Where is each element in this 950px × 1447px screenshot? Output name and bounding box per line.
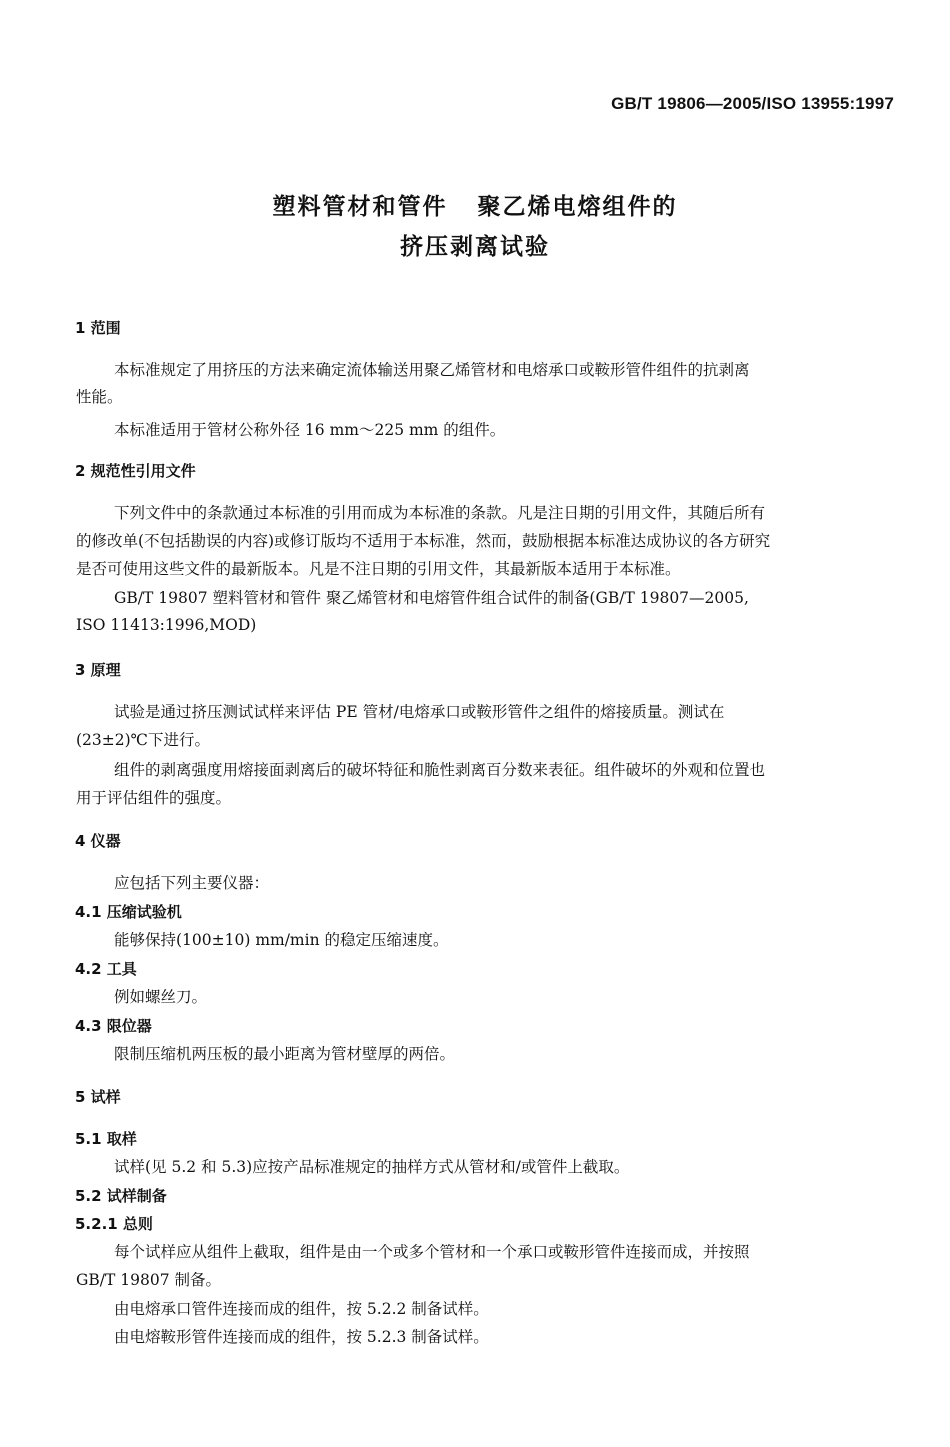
section-4-2-text: 例如螺丝刀。	[114, 988, 208, 1006]
section-2-para-1-line-3: 是否可使用这些文件的最新版本。凡是不注日期的引用文件，其最新版本适用于本标准。	[76, 560, 681, 578]
section-5-2-1-para-3: 由电熔鞍形管件连接而成的组件，按 5.2.3 制备试样。	[114, 1328, 489, 1346]
section-4-intro: 应包括下列主要仪器：	[114, 874, 270, 892]
section-5-1-text: 试样(见 5.2 和 5.3)应按产品标准规定的抽样方式从管材和/或管件上截取。	[114, 1158, 630, 1176]
section-2-heading: 2 规范性引用文件	[75, 462, 196, 480]
section-2-para-1-line-2: 的修改单(不包括勘误的内容)或修订版均不适用于本标准，然而，鼓励根据本标准达成协议的各方研究	[76, 532, 771, 550]
standard-code: GB/T 19806—2005/ISO 13955:1997	[611, 94, 894, 113]
document-title-line-1: 塑料管材和管件 聚乙烯电熔组件的	[272, 194, 678, 220]
section-2-para-1-line-1: 下列文件中的条款通过本标准的引用而成为本标准的条款。凡是注日期的引用文件，其随后所有	[114, 504, 766, 522]
section-5-2-1-para-1-line-1: 每个试样应从组件上截取，组件是由一个或多个管材和一个承口或鞍形管件连接而成，并按照	[114, 1243, 750, 1261]
section-5-2-1-para-2: 由电熔承口管件连接而成的组件，按 5.2.2 制备试样。	[114, 1300, 489, 1318]
section-5-2-1-para-1-line-2: GB/T 19807 制备。	[76, 1271, 221, 1289]
section-4-2-heading: 4.2 工具	[75, 960, 137, 978]
section-1-heading: 1 范围	[75, 319, 121, 337]
section-4-3-heading: 4.3 限位器	[75, 1017, 152, 1035]
section-5-2-heading: 5.2 试样制备	[75, 1187, 167, 1205]
section-4-heading: 4 仪器	[75, 832, 121, 850]
section-4-1-text: 能够保持(100±10) mm/min 的稳定压缩速度。	[114, 931, 449, 949]
section-1-para-2: 本标准适用于管材公称外径 16 mm～225 mm 的组件。	[114, 421, 506, 439]
section-2-reference-line-2: ISO 11413:1996,MOD)	[76, 616, 257, 634]
section-2-reference-line-1: GB/T 19807 塑料管材和管件 聚乙烯管材和电熔管件组合试件的制备(GB/T 19807—2005,	[114, 589, 749, 607]
section-3-para-2-line-1: 组件的剥离强度用熔接面剥离后的破坏特征和脆性剥离百分数来表征。组件破坏的外观和位置也	[114, 761, 766, 779]
document-title-line-2: 挤压剥离试验	[400, 234, 550, 260]
section-3-para-2-line-2: 用于评估组件的强度。	[76, 789, 232, 807]
section-1-para-1-line-2: 性能。	[76, 388, 123, 406]
section-4-3-text: 限制压缩机两压板的最小距离为管材壁厚的两倍。	[114, 1045, 456, 1063]
section-4-1-heading: 4.1 压缩试验机	[75, 903, 182, 921]
section-3-heading: 3 原理	[75, 661, 121, 679]
section-1-para-1-line-1: 本标准规定了用挤压的方法来确定流体输送用聚乙烯管材和电熔承口或鞍形管件组件的抗剥离	[114, 361, 750, 379]
section-3-para-1-line-2: (23±2)℃下进行。	[76, 731, 211, 749]
section-5-heading: 5 试样	[75, 1088, 121, 1106]
section-5-2-1-heading: 5.2.1 总则	[75, 1215, 153, 1233]
section-5-1-heading: 5.1 取样	[75, 1130, 137, 1148]
section-3-para-1-line-1: 试验是通过挤压测试试样来评估 PE 管材/电熔承口或鞍形管件之组件的熔接质量。测试在	[114, 703, 725, 721]
